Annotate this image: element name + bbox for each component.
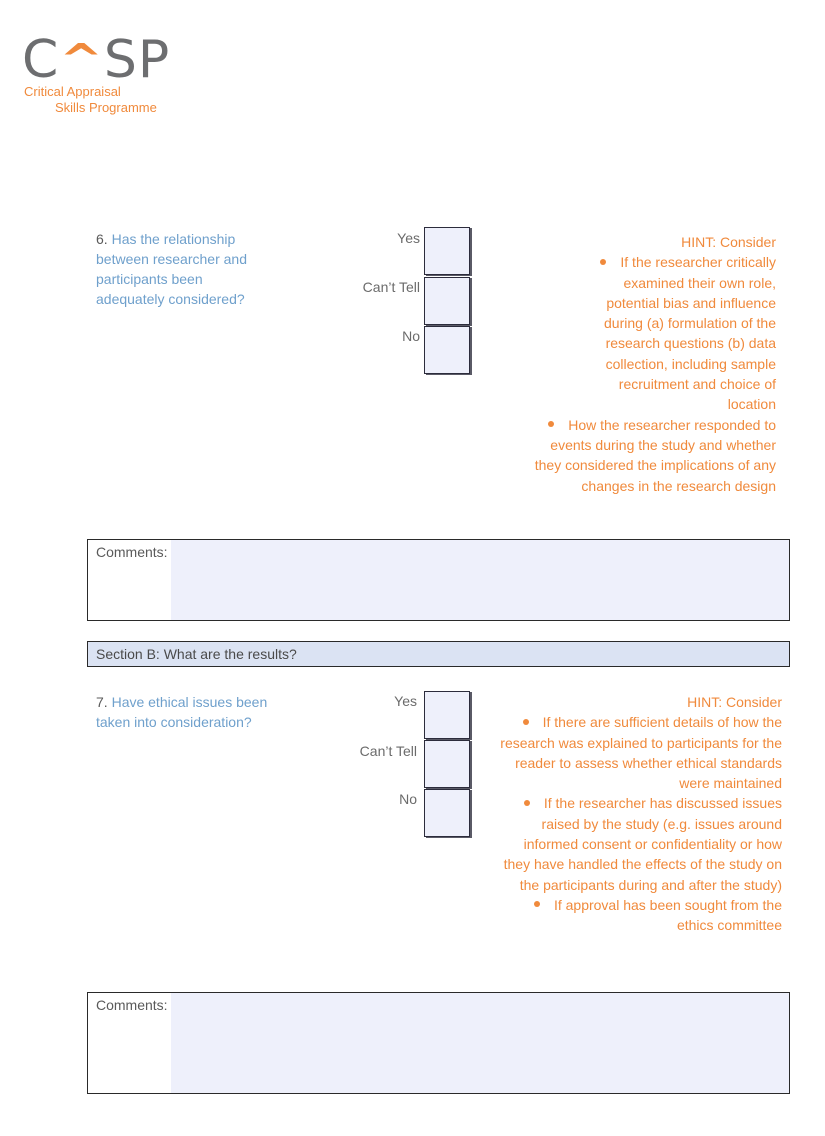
bullet-icon: [600, 259, 606, 265]
logo-subtitle-line2: Skills Programme: [55, 100, 157, 115]
option-label-cant-tell: Can’t Tell: [359, 743, 417, 759]
option-label-no: No: [399, 791, 417, 807]
question-number: 6.: [96, 231, 108, 247]
question-number: 7.: [96, 694, 108, 710]
option-label-yes: Yes: [394, 693, 417, 709]
q6-hint: [520, 232, 776, 496]
comments-label: Comments:: [96, 997, 168, 1013]
q7-comments-box: [87, 992, 790, 1094]
section-b-header: Section B: What are the results?: [87, 641, 790, 667]
bullet-icon: [524, 800, 530, 806]
q6-yes-checkbox[interactable]: [424, 227, 470, 275]
q6-cant-tell-checkbox[interactable]: [424, 277, 470, 325]
logo-subtitle-line1: Critical Appraisal: [24, 84, 121, 99]
bullet-icon: [534, 901, 540, 907]
option-label-cant-tell: Can’t Tell: [362, 279, 420, 295]
question-6: [96, 229, 271, 309]
hint-title: HINT: Consider: [687, 694, 782, 710]
hint-item: If there are sufficient details of how the research was explained to participants for the reader to assess whether ethical standards were maintained: [500, 714, 782, 792]
option-label-no: No: [402, 328, 420, 344]
comments-label: Comments:: [96, 544, 168, 560]
hint-item: If approval has been sought from the ethics committee: [488, 895, 782, 936]
option-label-yes: Yes: [397, 230, 420, 246]
logo-wordmark: C^SP: [22, 30, 171, 90]
q7-no-checkbox[interactable]: [424, 789, 470, 837]
bullet-icon: [548, 421, 554, 427]
question-text: Has the relationship between researcher and participants been adequately considered?: [96, 231, 247, 307]
hint-item: If the researcher critically examined their own role, potential bias and influence during (a) formulation of the research questions (b) data collection, including sample recruitment and choice of location: [520, 252, 776, 414]
q7-hint: [488, 692, 782, 936]
q7-cant-tell-checkbox[interactable]: [424, 740, 470, 788]
question-7: [96, 692, 286, 732]
hint-item: If the researcher has discussed issues raised by the study (e.g. issues around informed consent or confidentiality or how they have handled the effects of the study on the participants during and after the study): [503, 795, 782, 893]
q6-comments-input[interactable]: [171, 540, 789, 620]
hint-item: How the researcher responded to events during the study and whether they considered the implications of any changes in the research design: [534, 416, 776, 494]
hint-title: HINT: Consider: [681, 234, 776, 250]
question-text: Have ethical issues been taken into consideration?: [96, 694, 268, 730]
q7-comments-input[interactable]: [171, 993, 789, 1093]
casp-logo: [22, 30, 182, 120]
logo-caret-icon: ^: [59, 36, 104, 84]
q6-no-checkbox[interactable]: [424, 326, 470, 374]
q7-yes-checkbox[interactable]: [424, 691, 470, 739]
bullet-icon: [523, 719, 529, 725]
q6-comments-box: [87, 539, 790, 621]
